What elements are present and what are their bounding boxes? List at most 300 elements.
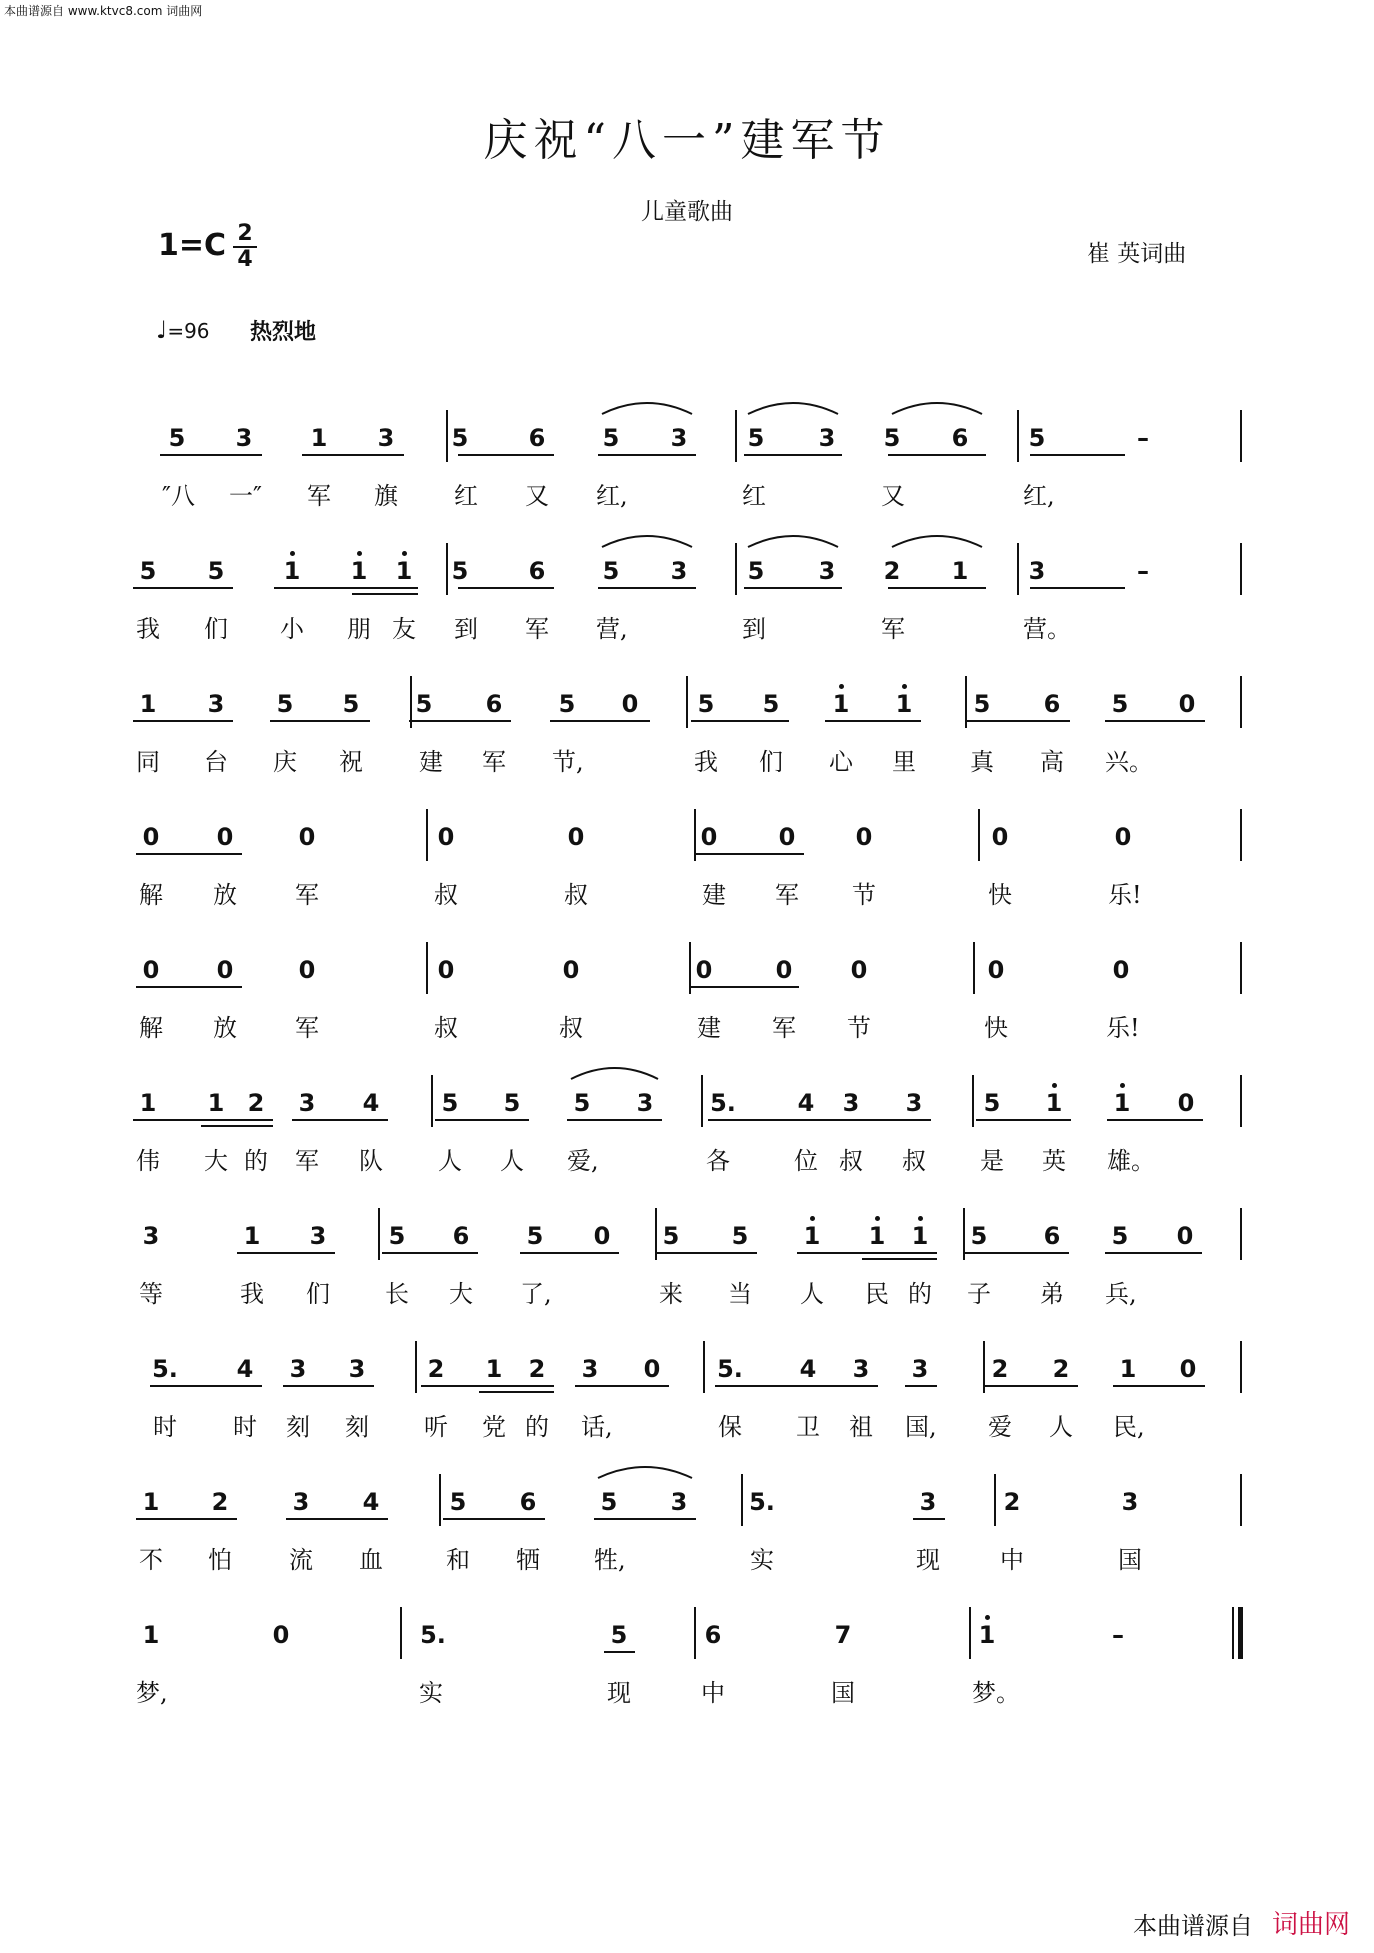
beam-line [286,1518,388,1520]
note: 7 [834,1621,852,1649]
beam-line [575,1385,669,1387]
note: 1 [797,1222,827,1250]
lyric-char: 大 [449,1280,473,1308]
note: 2 [247,1089,265,1117]
note: 0 [216,823,234,851]
lyric-char: 中 [1000,1546,1024,1574]
beam-line [1105,720,1205,722]
note: 6 [704,1621,722,1649]
high-octave-dot [402,551,407,556]
note: 5. [749,1488,775,1516]
note: 2 [991,1355,1009,1383]
lyric-char: 叔 [564,881,588,909]
lyric-char: 军 [307,482,331,510]
note: 4 [362,1089,380,1117]
bar-line [973,942,975,994]
note: 6 [485,690,503,718]
lyric-char: 弟 [1040,1280,1064,1308]
bar-line [701,1075,703,1127]
note: 5 [602,557,620,585]
beam-line [136,986,242,988]
high-octave-dot [839,684,844,689]
lyric-char: 牺 [516,1546,540,1574]
note: 0 [855,823,873,851]
note: 5 [415,690,433,718]
beam-line [913,1518,945,1520]
lyric-char: 伟 [136,1147,160,1175]
note: 5 [573,1089,591,1117]
lyric-char: 叔 [902,1147,926,1175]
lyric-char: 友 [392,615,416,643]
bar-line [426,809,428,861]
note: 0 [1177,1089,1195,1117]
note: 1 [139,1089,157,1117]
note: 5 [600,1488,618,1516]
note: 0 [643,1355,661,1383]
beam-line [201,1125,273,1127]
lyric-char: 时 [233,1413,257,1441]
bar-line [1240,809,1242,861]
bar-line [400,1607,402,1659]
bar-line [1232,1607,1234,1659]
lyric-char: 红 [454,482,478,510]
note: 1 [485,1355,503,1383]
lyric-char: 祝 [339,748,363,776]
bar-line [1240,410,1242,462]
lyric-char: 们 [204,615,228,643]
note: 0 [621,690,639,718]
lyric-char: 梦。 [972,1679,1020,1707]
lyric-char: 卫 [796,1413,820,1441]
note: 0 [298,823,316,851]
note: 0 [1112,956,1130,984]
beam-line [1107,1119,1203,1121]
lyric-char: 保 [718,1413,742,1441]
author: 崔 英词曲 [1087,241,1187,267]
lyric-char: ″八 [162,482,195,510]
note: 1 [905,1222,935,1250]
note: 3 [670,557,688,585]
beam-line [793,1385,878,1387]
lyric-char: 叔 [559,1014,583,1042]
note: 2 [211,1488,229,1516]
bar-line [655,1208,657,1260]
note: 3 [348,1355,366,1383]
note: 5 [662,1222,680,1250]
lyric-char: 一″ [229,482,262,510]
note: 0 [1178,690,1196,718]
beam-line [382,1252,478,1254]
lyric-char: 心 [829,748,853,776]
lyric-char: 牲, [594,1546,626,1574]
note: 5 [747,424,765,452]
bar-line [1017,543,1019,595]
note: 0 [695,956,713,984]
note: 5 [526,1222,544,1250]
lyric-char: 爱 [988,1413,1012,1441]
beam-line [567,1119,662,1121]
lyric-char: 又 [881,482,905,510]
note: 1 [139,690,157,718]
beam-line [409,720,511,722]
lyric-char: 军 [525,615,549,643]
lyric-char: 叔 [434,1014,458,1042]
note: 3 [670,424,688,452]
lyric-char: 党 [482,1413,506,1441]
lyric-char: 是 [980,1147,1004,1175]
note: 5. [710,1089,736,1117]
lyric-char: 军 [775,881,799,909]
footer-source: 本曲谱源自 [1133,1912,1253,1940]
bar-line [994,1474,996,1526]
beam-line [888,587,986,589]
note: 6 [452,1222,470,1250]
beam-line [458,454,554,456]
beam-line [443,1518,545,1520]
lyric-char: 里 [892,748,916,776]
lyric-char: 国 [831,1679,855,1707]
note: 3 [1028,557,1046,585]
lyric-char: 刻 [345,1413,369,1441]
beam-line [136,1518,237,1520]
lyric-char: 民, [1113,1413,1145,1441]
note: 2 [1052,1355,1070,1383]
note: 0 [987,956,1005,984]
lyric-char: 到 [454,615,478,643]
lyric-char: 军 [881,615,905,643]
beam-line [237,1252,335,1254]
bar-line [1240,942,1242,994]
lyric-char: 我 [694,748,718,776]
lyric-char: 祖 [849,1413,873,1441]
lyric-char: 们 [759,748,783,776]
lyric-char: 真 [970,748,994,776]
note: 3 [309,1222,327,1250]
beam-line [136,853,242,855]
beam-line [976,1119,1071,1121]
song-subtitle: 儿童歌曲 [641,199,733,225]
note: 3 [235,424,253,452]
lyric-char: 又 [525,482,549,510]
note: 6 [1043,690,1061,718]
high-octave-dot [1052,1083,1057,1088]
note: 3 [670,1488,688,1516]
lyric-char: 朋 [347,615,371,643]
note: 1 [277,557,307,585]
lyric-char: 到 [742,615,766,643]
note: 5. [152,1355,178,1383]
beam-line [292,1119,388,1121]
note: 3 [377,424,395,452]
bar-line [965,676,967,728]
beam-line [133,587,233,589]
note: 3 [919,1488,937,1516]
lyric-char: 军 [482,748,506,776]
bar-line [694,1607,696,1659]
lyric-char: 人 [800,1280,824,1308]
note: 3 [905,1089,923,1117]
lyric-char: 队 [359,1147,383,1175]
slur-arc [567,1063,662,1083]
note: 1 [1107,1089,1137,1117]
note: 0 [775,956,793,984]
quarter-note-icon: ♩ [156,316,168,344]
beam-line [964,1252,1069,1254]
lyric-char: 军 [772,1014,796,1042]
note: 0 [216,956,234,984]
beam-line [458,587,554,589]
slur-arc [598,398,696,418]
lyric-char: 节 [847,1014,871,1042]
note: 4 [362,1488,380,1516]
lyric-char: 我 [240,1280,264,1308]
beam-line [836,1119,931,1121]
lyric-char: 现 [607,1679,631,1707]
note: 0 [850,956,868,984]
bar-line [446,410,448,462]
lyric-char: 我 [136,615,160,643]
note: 2 [1003,1488,1021,1516]
note: 5 [747,557,765,585]
lyric-char: 等 [139,1280,163,1308]
note: 5 [602,424,620,452]
note: 1 [972,1621,1002,1649]
note: 5 [451,557,469,585]
note: 1 [142,1621,160,1649]
beam-line [689,986,799,988]
beam-line [905,1385,937,1387]
tempo-mark [156,316,210,344]
lyric-char: 兵, [1105,1280,1137,1308]
note: 2 [883,557,901,585]
beam-line [270,720,370,722]
lyric-char: 旗 [374,482,398,510]
note: 3 [911,1355,929,1383]
note: 5 [503,1089,521,1117]
beam-line [352,593,418,595]
beam-line [825,720,921,722]
lyric-char: 时 [153,1413,177,1441]
note: 5 [973,690,991,718]
note: 1 [142,1488,160,1516]
bar-line [689,942,691,994]
lyric-char: 放 [213,881,237,909]
high-octave-dot [357,551,362,556]
lyric-char: 国, [905,1413,937,1441]
lyric-char: 中 [701,1679,725,1707]
beam-line [1030,587,1125,589]
note: – [1137,557,1149,585]
lyric-char: 乐! [1106,1014,1140,1042]
lyric-char: 军 [295,1014,319,1042]
lyric-char: 节, [552,748,584,776]
lyric-char: 梦, [136,1679,168,1707]
note: 4 [236,1355,254,1383]
note: 2 [528,1355,546,1383]
beam-line [435,1119,529,1121]
note: 5 [697,690,715,718]
bar-line [694,809,696,861]
bar-line [426,942,428,994]
bar-line [969,1607,971,1659]
note: 1 [889,690,919,718]
note: 1 [344,557,374,585]
bar-line [741,1474,743,1526]
beam-line [1030,454,1125,456]
note: 1 [1039,1089,1069,1117]
lyric-char: 建 [702,881,726,909]
note: 3 [818,557,836,585]
footer-site: 词曲网 [1272,1910,1351,1940]
note: 1 [310,424,328,452]
bar-line [1240,1474,1242,1526]
lyric-char: 流 [289,1546,313,1574]
beam-line [594,1518,696,1520]
beam-line [655,1252,757,1254]
note: 3 [818,424,836,452]
bar-line [1240,676,1242,728]
lyric-char: 营。 [1023,615,1071,643]
beam-line [160,454,262,456]
bar-line [963,1208,965,1260]
lyric-char: 们 [306,1280,330,1308]
lyric-char: 长 [385,1280,409,1308]
bar-line [1240,1341,1242,1393]
note: 1 [826,690,856,718]
expression-marking: 热烈地 [250,320,317,345]
bar-line [686,676,688,728]
note: 3 [636,1089,654,1117]
bar-line [978,809,980,861]
lyric-char: 实 [750,1546,774,1574]
lyric-char: 乐! [1108,881,1142,909]
beam-line [133,720,233,722]
beam-line [604,1651,635,1653]
lyric-char: 解 [139,881,163,909]
note: 3 [581,1355,599,1383]
lyric-char: 人 [500,1147,524,1175]
note: 3 [207,690,225,718]
bar-line [735,543,737,595]
note: 6 [528,557,546,585]
note: 0 [437,956,455,984]
note: 0 [298,956,316,984]
lyric-char: 红, [1023,482,1055,510]
lyric-char: 不 [139,1546,163,1574]
note: 6 [519,1488,537,1516]
beam-line [302,454,404,456]
note: 0 [142,956,160,984]
lyric-char: 听 [424,1413,448,1441]
note: 5 [441,1089,459,1117]
lyric-char: 红 [742,482,766,510]
beam-line [862,1258,937,1260]
lyric-char: 红, [596,482,628,510]
note: 5 [449,1488,467,1516]
beam-line [1113,1385,1205,1387]
lyric-char: 各 [706,1147,730,1175]
note: 5 [451,424,469,452]
note: 0 [272,1621,290,1649]
beam-line [421,1385,554,1387]
note: 0 [593,1222,611,1250]
bar-line [446,543,448,595]
note: 5 [983,1089,1001,1117]
bar-line [1240,1075,1242,1127]
note: 1 [951,557,969,585]
note: 6 [1043,1222,1061,1250]
slur-arc [594,1462,696,1482]
note: 5 [168,424,186,452]
note: 6 [951,424,969,452]
beam-line [694,853,804,855]
bar-line [431,1075,433,1127]
bar-line [1240,1208,1242,1260]
note: 5 [139,557,157,585]
song-title: 庆祝“八一”建军节 [483,115,891,166]
beam-line [1105,1252,1202,1254]
note: 1 [207,1089,225,1117]
note: 3 [1121,1488,1139,1516]
beam-line [550,720,650,722]
note: 5 [1111,690,1129,718]
lyric-char: 营, [596,615,628,643]
beam-line [744,587,842,589]
beam-line [598,454,696,456]
note: 5 [731,1222,749,1250]
note: 0 [567,823,585,851]
note: 0 [1114,823,1132,851]
beam-line [133,1119,273,1121]
note: 4 [797,1089,815,1117]
high-octave-dot [810,1216,815,1221]
lyric-char: 话, [581,1413,613,1441]
beam-line [744,454,842,456]
note: 5 [970,1222,988,1250]
note: 3 [842,1089,860,1117]
key-signature: 1=C [158,228,227,263]
lyric-char: 放 [213,1014,237,1042]
lyric-char: 当 [728,1280,752,1308]
bar-line [703,1341,705,1393]
note: 6 [528,424,546,452]
lyric-char: 民 [865,1280,889,1308]
lyric-char: 叔 [434,881,458,909]
lyric-char: 军 [295,1147,319,1175]
lyric-char: 来 [659,1280,683,1308]
beam-line [274,587,418,589]
lyric-char: 和 [446,1546,470,1574]
beam-line [691,720,789,722]
lyric-char: 建 [697,1014,721,1042]
note: 5 [1111,1222,1129,1250]
lyric-char: 国 [1118,1546,1142,1574]
slur-arc [598,531,696,551]
note: 5 [558,690,576,718]
bar-line [415,1341,417,1393]
lyric-char: 的 [908,1280,932,1308]
lyric-char: 快 [984,1014,1008,1042]
note: 5 [276,690,294,718]
note: 0 [1176,1222,1194,1250]
high-octave-dot [902,684,907,689]
note: 0 [1179,1355,1197,1383]
note: 4 [799,1355,817,1383]
note: 0 [562,956,580,984]
slur-arc [744,531,842,551]
note: 0 [778,823,796,851]
lyric-char: 的 [244,1147,268,1175]
